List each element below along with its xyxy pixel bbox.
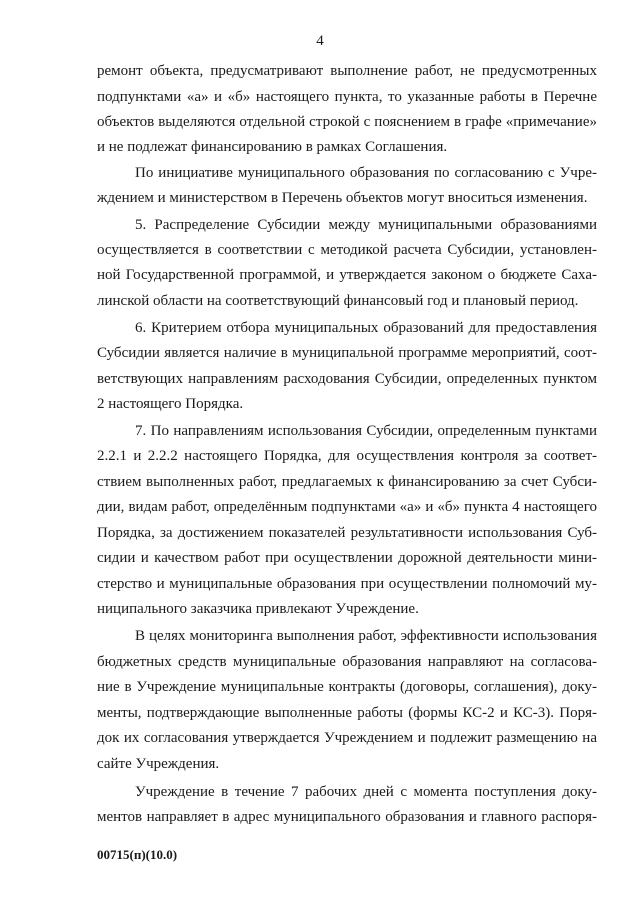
text-line: стерство и муниципальные образования при осуществлении полномочий му- <box>97 576 597 592</box>
text-line: По инициативе муниципального образования по согласованию с Учре- <box>135 165 597 181</box>
document-code: 00715(п)(10.0) <box>97 847 178 862</box>
text-line: 2 настоящего Порядка. <box>97 396 244 412</box>
text-line: сайте Учреждения. <box>97 756 220 772</box>
text-line: 5. Распределение Субсидии между муниципальными образованиями <box>135 217 597 233</box>
text-line: 2.2.1 и 2.2.2 настоящего Порядка, для осуществления контроля за соответ- <box>97 448 597 464</box>
text-line: сидии и качеством работ при осуществлении дорожной деятельности мини- <box>97 550 597 566</box>
text-line: Порядка, за достижением показателей результативности использования Суб- <box>97 525 597 541</box>
text-line: линской области на соответствующий финансовый год и плановый период. <box>97 293 579 309</box>
text-line: ствием выполненных работ, предлагаемых к финансированию за счет Субси- <box>97 474 597 490</box>
text-line: Учреждение в течение 7 рабочих дней с момента поступления доку- <box>135 784 597 800</box>
text-line: и не подлежат финансированию в рамках Соглашения. <box>97 139 448 155</box>
text-line: ментов направляет в адрес муниципального образования и главного распоря- <box>97 809 597 825</box>
text-line: бюджетных средств муниципальные образования направляют на согласова- <box>97 654 597 670</box>
text-line: менты, подтверждающие выполненные работы (формы КС-2 и КС-3). Поря- <box>97 705 597 721</box>
text-line: осуществляется в соответствии с методикой расчета Субсидии, установлен- <box>97 242 597 258</box>
text-line: подпунктами «а» и «б» настоящего пункта, то указанные работы в Перечне <box>97 89 597 105</box>
text-line: док их согласования утверждается Учреждением и подлежит размещению на <box>97 730 597 746</box>
text-line: Субсидии является наличие в муниципальной программе мероприятий, соот- <box>97 345 597 361</box>
text-line: ветствующих направлениям расходования Субсидии, определенных пунктом <box>97 371 597 387</box>
text-line: 6. Критерием отбора муниципальных образований для предоставления <box>135 320 597 336</box>
text-line: ной Государственной программой, и утверждается законом о бюджете Саха- <box>97 267 597 283</box>
text-line: 7. По направлениям использования Субсидии, определенным пунктами <box>135 423 597 439</box>
text-line: ремонт объекта, предусматривают выполнение работ, не предусмотренных <box>97 63 597 79</box>
text-line: ниципального заказчика привлекают Учреждение. <box>97 601 419 617</box>
page-number: 4 <box>316 33 324 49</box>
text-line: ждением и министерством в Перечень объектов могут вноситься изменения. <box>97 190 588 206</box>
text-line: ние в Учреждение муниципальные контракты (договоры, соглашения), доку- <box>97 679 597 695</box>
text-line: дии, видам работ, определённым подпунктами «а» и «б» пункта 4 настоящего <box>97 499 597 515</box>
text-line: объектов выделяются отдельной строкой с пояснением в графе «примечание» <box>97 114 597 130</box>
text-line: В целях мониторинга выполнения работ, эффективности использования <box>135 628 597 644</box>
